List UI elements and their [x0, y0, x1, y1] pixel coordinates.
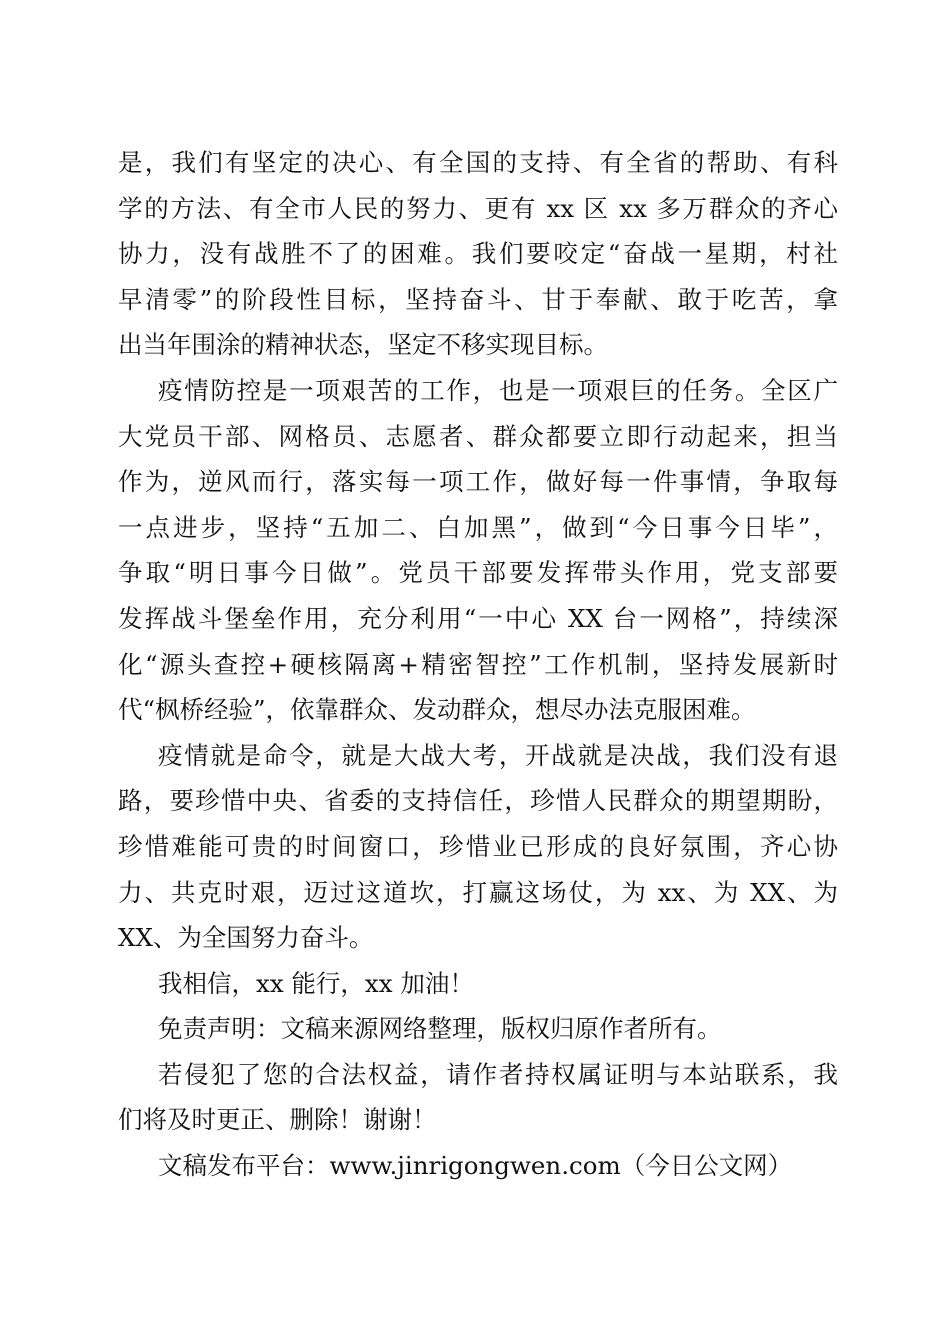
paragraph-line: 是，我们有坚定的决心、有全国的支持、有全省的帮助、有科 [118, 148, 838, 177]
paragraph-line: 一点进步，坚持“五加二、白加黑”，做到“今日事今日毕”， [118, 512, 838, 542]
paragraph-line: 作为，逆风而行，落实每一项工作，做好每一件事情，争取每 [118, 467, 838, 497]
platform-line: 文稿发布平台：www.jinrigongwen.com（今日公文网） [158, 1151, 793, 1181]
paragraph-1 [118, 140, 838, 368]
paragraph-line: 大党员干部、网格员、志愿者、群众都要立即行动起来，担当 [118, 421, 838, 451]
paragraph-line: 珍惜难能可贵的时间窗口，珍惜业已形成的良好氛围，齐心协 [118, 831, 838, 861]
paragraph-line: 争取“明日事今日做”。党员干部要发挥带头作用，党支部要 [118, 558, 838, 588]
paragraph-line: 们将及时更正、删除！谢谢！ [118, 1105, 437, 1135]
paragraph-line: 疫情就是命令，就是大战大考，开战就是决战，我们没有退 [158, 740, 838, 770]
paragraph-line: 化“源头查控+硬核隔离+精密智控”工作机制，坚持发展新时 [118, 649, 838, 679]
notice-paragraph [118, 1052, 838, 1143]
paragraph-line: 发挥战斗堡垒作用，充分利用“一中心 XX 台一网格”，持续深 [118, 603, 838, 633]
paragraph-line: 出当年围涂的精神状态，坚定不移实现目标。 [118, 330, 608, 360]
closing-line: 我相信，xx 能行，xx 加油！ [158, 968, 474, 998]
paragraph-line: 路，要珍惜中央、省委的支持信任，珍惜人民群众的期望期盼， [118, 786, 838, 816]
paragraph-line: 代“枫桥经验”，依靠群众、发动群众，想尽办法克服困难。 [118, 695, 756, 725]
paragraph-line: 学的方法、有全市人民的努力、更有 xx 区 xx 多万群众的齐心 [118, 193, 838, 223]
document-body [118, 140, 838, 1189]
paragraph-line: 早清零”的阶段性目标，坚持奋斗、甘于奉献、敢于吃苦，拿 [118, 284, 838, 314]
paragraph-line: 若侵犯了您的合法权益，请作者持权属证明与本站联系，我 [158, 1059, 838, 1089]
disclaimer-line: 免责声明：文稿来源网络整理，版权归原作者所有。 [158, 1014, 722, 1044]
paragraph-3 [118, 733, 838, 961]
paragraph-line: XX、为全国努力奋斗。 [118, 923, 374, 953]
paragraph-line: 协力，没有战胜不了的困难。我们要咬定“奋战一星期，村社 [118, 239, 838, 269]
paragraph-line: 力、共克时艰，迈过这道坎，打赢这场仗，为 xx、为 XX、为 [118, 877, 838, 907]
paragraph-2 [118, 368, 838, 733]
paragraph-line: 疫情防控是一项艰苦的工作，也是一项艰巨的任务。全区广 [158, 375, 838, 405]
